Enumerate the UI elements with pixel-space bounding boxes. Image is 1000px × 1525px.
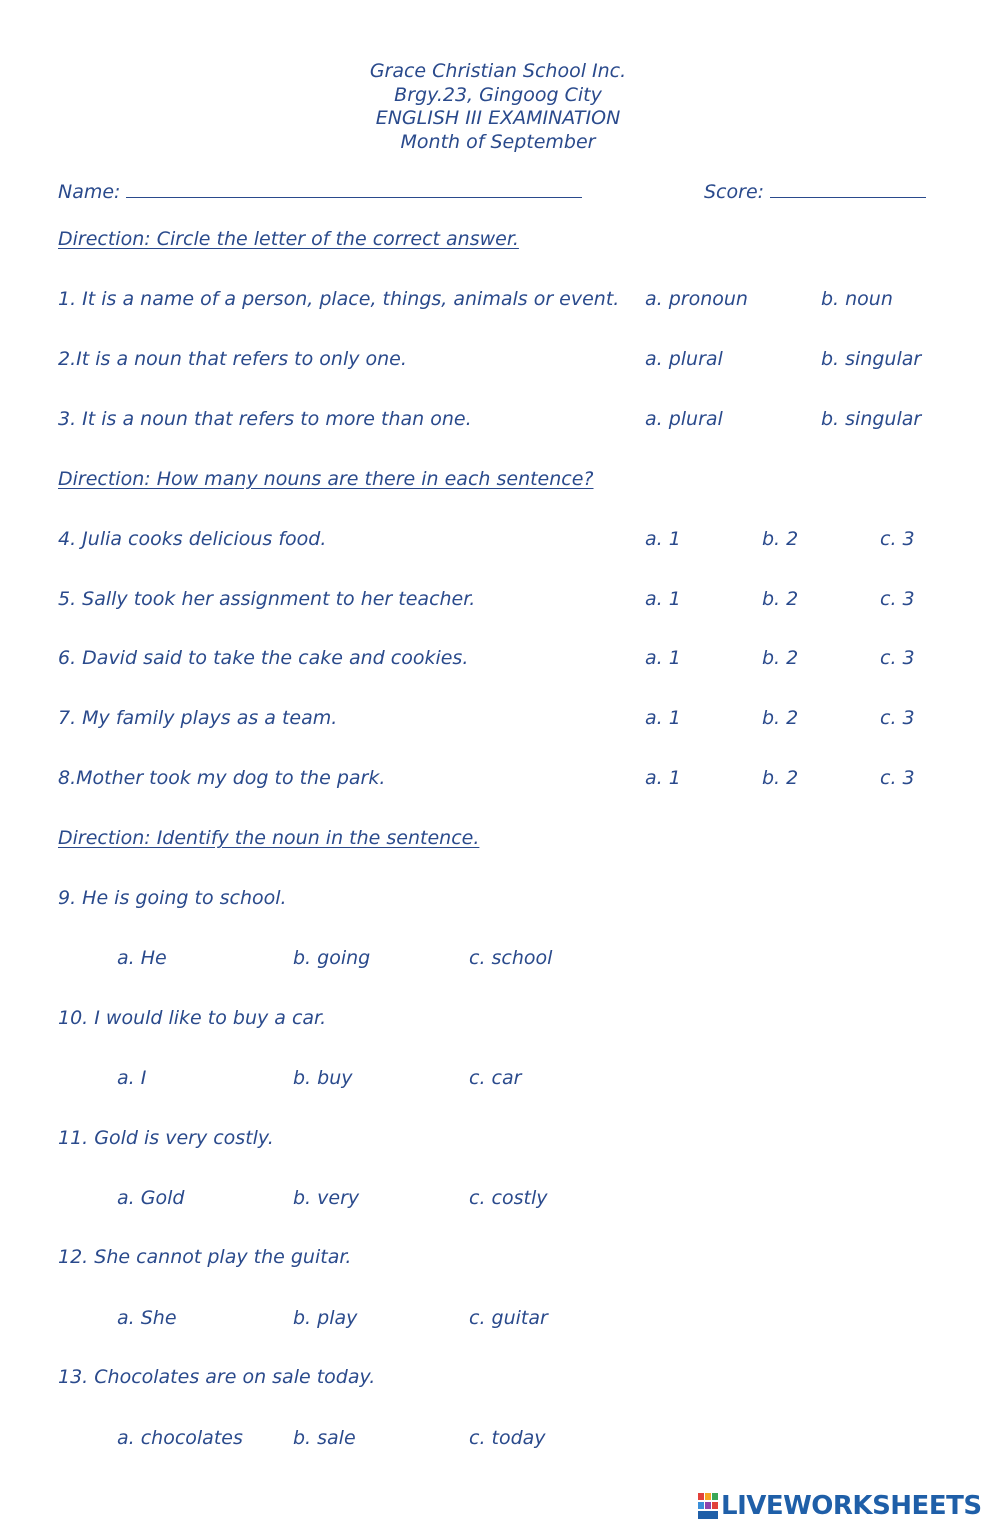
question-text: 7. My family plays as a team. — [58, 707, 338, 729]
answer-choice[interactable]: b. 2 — [762, 707, 799, 729]
answer-choice[interactable]: b. going — [293, 947, 371, 969]
question-text: 5. Sally took her assignment to her teacher. — [58, 588, 476, 610]
answer-choice[interactable]: a. chocolates — [117, 1427, 243, 1449]
school-name: Grace Christian School Inc. — [369, 60, 627, 82]
direction-1: Direction: Circle the letter of the correct answer. — [58, 228, 519, 250]
answer-choice[interactable]: c. costly — [469, 1187, 548, 1209]
answer-choice[interactable]: b. 2 — [762, 528, 799, 550]
answer-choice[interactable]: b. singular — [821, 408, 922, 430]
answer-choice[interactable]: a. 1 — [645, 707, 681, 729]
question-text: 9. He is going to school. — [58, 887, 287, 909]
question-text: 6. David said to take the cake and cookies. — [58, 647, 469, 669]
answer-choice[interactable]: b. very — [293, 1187, 360, 1209]
direction-3: Direction: Identify the noun in the sentence. — [58, 827, 480, 849]
answer-choice[interactable]: c. 3 — [880, 528, 915, 550]
answer-choice[interactable]: c. guitar — [469, 1307, 548, 1329]
answer-choice[interactable]: a. plural — [645, 348, 723, 370]
exam-month: Month of September — [400, 131, 596, 153]
answer-choice[interactable]: a. 1 — [645, 767, 681, 789]
answer-choice[interactable]: b. noun — [821, 288, 893, 310]
answer-choice[interactable]: a. pronoun — [645, 288, 748, 310]
answer-choice[interactable]: b. singular — [821, 348, 922, 370]
answer-choice[interactable]: a. 1 — [645, 528, 681, 550]
direction-2: Direction: How many nouns are there in each sentence? — [58, 468, 594, 490]
answer-choice[interactable]: a. I — [117, 1067, 147, 1089]
question-text: 11. Gold is very costly. — [58, 1127, 274, 1149]
question-text: 8.Mother took my dog to the park. — [58, 767, 386, 789]
answer-choice[interactable]: a. He — [117, 947, 167, 969]
answer-choice[interactable]: b. sale — [293, 1427, 356, 1449]
name-field[interactable] — [58, 179, 582, 204]
liveworksheets-logo — [698, 1491, 982, 1521]
answer-choice[interactable]: a. She — [117, 1307, 177, 1329]
score-label: Score: — [704, 181, 765, 203]
answer-choice[interactable]: a. 1 — [645, 588, 681, 610]
answer-choice[interactable]: a. 1 — [645, 647, 681, 669]
answer-choice[interactable]: c. 3 — [880, 707, 915, 729]
answer-choice[interactable]: c. 3 — [880, 647, 915, 669]
answer-choice[interactable]: b. 2 — [762, 588, 799, 610]
answer-choice[interactable]: b. buy — [293, 1067, 353, 1089]
answer-choice[interactable]: b. 2 — [762, 647, 799, 669]
name-label: Name: — [58, 181, 121, 203]
answer-choice[interactable]: c. today — [469, 1427, 546, 1449]
answer-choice[interactable]: c. school — [469, 947, 553, 969]
question-text: 12. She cannot play the guitar. — [58, 1246, 352, 1268]
score-field[interactable] — [704, 179, 926, 204]
score-blank-line[interactable] — [770, 179, 926, 198]
answer-choice[interactable]: b. 2 — [762, 767, 799, 789]
question-text: 4. Julia cooks delicious food. — [58, 528, 327, 550]
question-text: 13. Chocolates are on sale today. — [58, 1366, 376, 1388]
answer-choice[interactable]: c. 3 — [880, 767, 915, 789]
name-blank-line[interactable] — [126, 179, 582, 198]
liveworksheets-logo-icon — [698, 1493, 718, 1519]
answer-choice[interactable]: c. 3 — [880, 588, 915, 610]
answer-choice[interactable]: c. car — [469, 1067, 522, 1089]
answer-choice[interactable]: b. play — [293, 1307, 358, 1329]
question-text: 3. It is a noun that refers to more than one. — [58, 408, 472, 430]
answer-choice[interactable]: a. plural — [645, 408, 723, 430]
question-text: 1. It is a name of a person, place, things, animals or event. — [58, 288, 620, 310]
exam-title: ENGLISH III EXAMINATION — [375, 107, 621, 129]
question-text: 10. I would like to buy a car. — [58, 1007, 327, 1029]
school-address: Brgy.23, Gingoog City — [394, 84, 602, 106]
logo-text: LIVEWORKSHEETS — [721, 1491, 982, 1521]
answer-choice[interactable]: a. Gold — [117, 1187, 185, 1209]
question-text: 2.It is a noun that refers to only one. — [58, 348, 407, 370]
